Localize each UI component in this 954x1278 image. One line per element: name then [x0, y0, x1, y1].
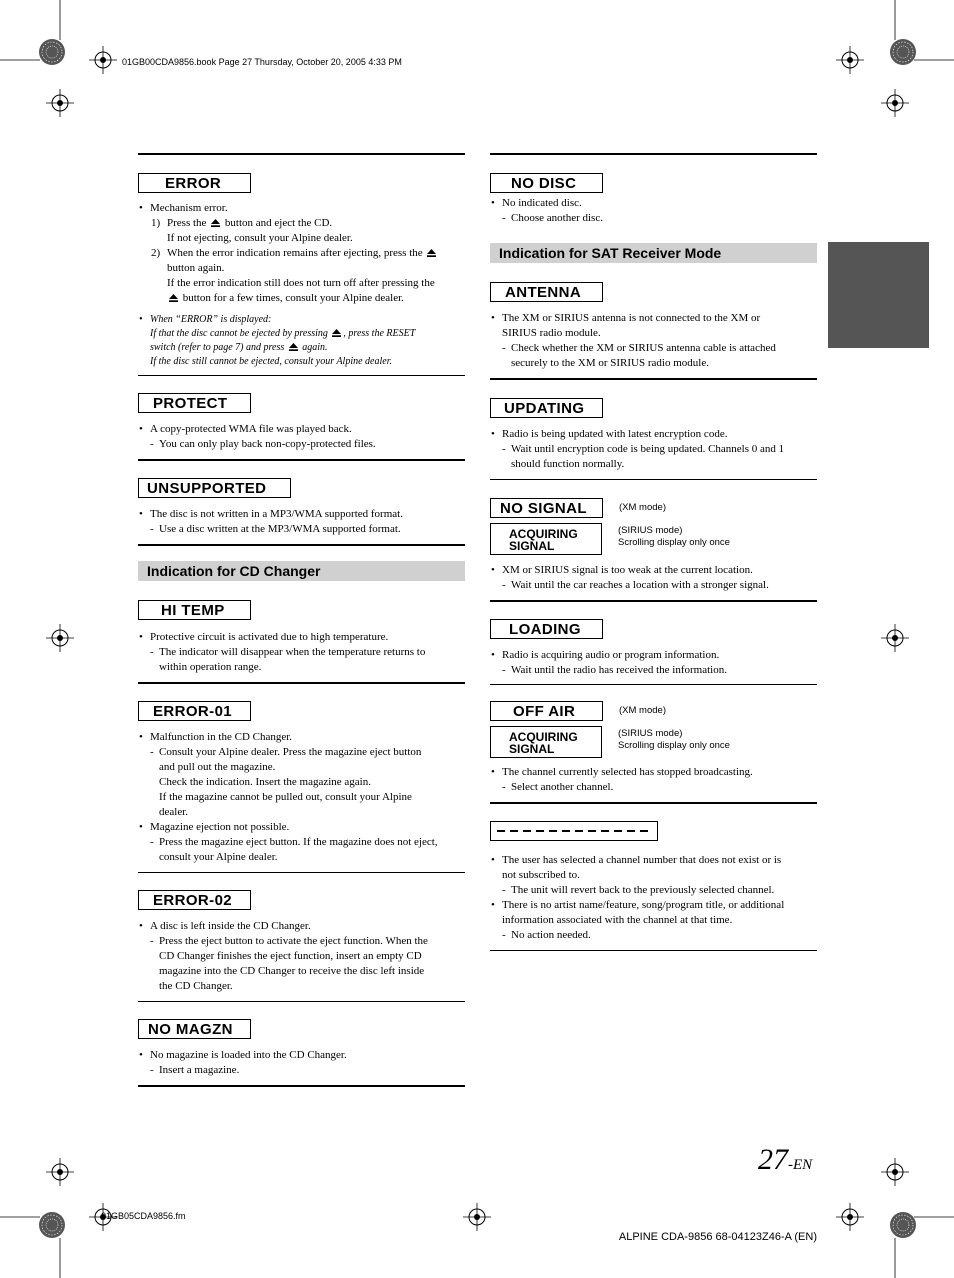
signal-line: SIGNAL: [509, 742, 555, 756]
error02-display-label: ERROR-02: [138, 890, 251, 910]
list-item: dealer.: [159, 806, 189, 818]
list-item: If the error indication still does not turn off after pressing the: [167, 277, 435, 289]
step-number: 2): [151, 247, 161, 259]
loading-section: [490, 619, 817, 678]
dashes-display-label: [490, 821, 658, 841]
acquiring-signal-display-label: [490, 726, 602, 758]
note-text: again.: [302, 342, 328, 353]
nosignal-display-label: NO SIGNAL: [490, 498, 603, 518]
list-item: • No indicated disc.: [490, 196, 817, 211]
list-item: magazine into the CD Changer to receive the disc left inside: [159, 965, 425, 977]
unsupported-section: [138, 478, 465, 537]
unsupported-display-label: UNSUPPORTED: [138, 478, 291, 498]
offair-display-label: OFF AIR: [490, 701, 603, 721]
list-item: If not ejecting, consult your Alpine dealer.: [167, 232, 353, 244]
sirius-mode-label: (SIRIUS mode): [618, 728, 683, 739]
updating-display-label: UPDATING: [490, 398, 603, 418]
acquiring-line: ACQUIRING: [509, 730, 578, 744]
right-column: [490, 153, 817, 951]
hitemp-display-label: HI TEMP: [138, 600, 251, 620]
divider: [138, 459, 465, 461]
hitemp-section: [138, 600, 465, 675]
divider: [490, 600, 817, 602]
list-item: • Radio is acquiring audio or program information.: [490, 648, 817, 663]
list-item: within operation range.: [159, 661, 262, 673]
error01-section: [138, 701, 465, 865]
list-item: - Wait until the car reaches a location with a stronger signal.: [490, 578, 817, 593]
list-item: [138, 216, 465, 231]
page-number: [758, 1143, 812, 1177]
divider: [138, 872, 465, 873]
list-item: - Press the eject button to activate the eject function. When the: [138, 934, 465, 949]
divider: [490, 153, 817, 155]
eject-icon: [289, 343, 298, 351]
sat-receiver-heading: Indication for SAT Receiver Mode: [490, 243, 817, 263]
signal-line: SIGNAL: [509, 539, 555, 553]
page-number-value: 27: [758, 1143, 788, 1176]
step-text: Press the: [167, 217, 207, 229]
file-info-header: 01GB00CDA9856.book Page 27 Thursday, October 20, 2005 4:33 PM: [122, 57, 402, 67]
divider: [138, 682, 465, 684]
list-item: consult your Alpine dealer.: [159, 851, 278, 863]
eject-icon: [169, 294, 178, 302]
divider: [490, 479, 817, 480]
dashes-section: [490, 821, 817, 943]
list-item: and pull out the magazine.: [159, 761, 276, 773]
dashes-display-graphic: [497, 824, 651, 838]
loading-display-label: LOADING: [490, 619, 603, 639]
scrolling-note: Scrolling display only once: [618, 537, 730, 548]
section-tab: [828, 242, 929, 348]
divider: [138, 153, 465, 155]
nomagzn-section: [138, 1019, 465, 1078]
list-item: • Malfunction in the CD Changer.: [138, 730, 465, 745]
divider: [490, 950, 817, 951]
list-item: - Consult your Alpine dealer. Press the magazine eject button: [138, 745, 465, 760]
list-item: [138, 291, 465, 306]
divider: [138, 375, 465, 376]
step-text: button for a few times, consult your Alpine dealer.: [182, 292, 404, 304]
list-item: • There is no artist name/feature, song/program title, or additional: [490, 898, 817, 913]
divider: [490, 378, 817, 380]
list-item: - Wait until encryption code is being updated. Channels 0 and 1: [490, 442, 817, 457]
page-suffix: -EN: [788, 1157, 813, 1173]
file-name-footer: 01GB05CDA9856.fm: [101, 1211, 186, 1221]
updating-section: [490, 398, 817, 472]
list-item: - Press the magazine eject button. If the magazine does not eject,: [138, 835, 465, 850]
note-item: [138, 341, 465, 355]
list-item: • No magazine is loaded into the CD Changer.: [138, 1048, 465, 1063]
note-item: [138, 327, 465, 341]
list-item: • Radio is being updated with latest encryption code.: [490, 427, 817, 442]
list-item: information associated with the channel at that time.: [502, 914, 733, 926]
list-item: - Insert a magazine.: [138, 1063, 465, 1078]
eject-icon: [211, 219, 220, 227]
divider: [490, 684, 817, 685]
error02-section: [138, 890, 465, 994]
left-column: [138, 153, 465, 1087]
note-item: If the disc still cannot be ejected, consult your Alpine dealer.: [150, 356, 392, 367]
error-section: [138, 173, 465, 369]
eject-icon: [427, 249, 436, 257]
divider: [138, 544, 465, 546]
list-item: securely to the XM or SIRIUS radio module.: [511, 357, 709, 369]
list-item: • The disc is not written in a MP3/WMA supported format.: [138, 507, 465, 522]
antenna-display-label: ANTENNA: [490, 282, 603, 302]
sirius-mode-note: [618, 525, 730, 555]
note-text: , press the RESET: [343, 328, 416, 339]
list-item: • The XM or SIRIUS antenna is not connected to the XM or: [490, 311, 817, 326]
protect-section: [138, 393, 465, 452]
nodisc-section: [490, 173, 817, 226]
list-item: - The unit will revert back to the previously selected channel.: [490, 883, 817, 898]
list-item: - Select another channel.: [490, 780, 817, 795]
note-item: • When “ERROR” is displayed:: [138, 313, 465, 327]
scrolling-note: Scrolling display only once: [618, 740, 730, 751]
cd-changer-heading: Indication for CD Changer: [138, 561, 465, 581]
nomagzn-display-label: NO MAGZN: [138, 1019, 251, 1039]
step-text: When the error indication remains after ejecting, press the: [167, 247, 423, 259]
list-item: - No action needed.: [490, 928, 817, 943]
list-item: SIRIUS radio module.: [502, 327, 601, 339]
eject-icon: [332, 329, 341, 337]
list-item: - Check whether the XM or SIRIUS antenna cable is attached: [490, 341, 817, 356]
list-item: the CD Changer.: [159, 980, 233, 992]
note-text: switch (refer to page 7) and press: [150, 342, 285, 353]
error01-display-label: ERROR-01: [138, 701, 251, 721]
list-item: • Protective circuit is activated due to high temperature.: [138, 630, 465, 645]
nosignal-section: [490, 498, 817, 593]
model-footer: ALPINE CDA-9856 68-04123Z46-A (EN): [618, 1231, 817, 1243]
list-item: - You can only play back non-copy-protected files.: [138, 437, 465, 452]
divider: [490, 802, 817, 804]
list-item: • Mechanism error.: [138, 201, 465, 216]
list-item: • The user has selected a channel number that does not exist or is: [490, 853, 817, 868]
list-item: not subscribed to.: [502, 869, 580, 881]
acquiring-line: ACQUIRING: [509, 527, 578, 541]
list-item: - Choose another disc.: [490, 211, 817, 226]
note-text: If that the disc cannot be ejected by pressing: [150, 328, 328, 339]
list-item: CD Changer finishes the eject function, insert an empty CD: [159, 950, 422, 962]
step-number: 1): [151, 217, 161, 229]
list-item: Check the indication. Insert the magazine again.: [159, 776, 371, 788]
xm-mode-note: (XM mode): [619, 705, 666, 716]
list-item: should function normally.: [511, 458, 625, 470]
error-display-label: ERROR: [138, 173, 251, 193]
list-item: - Use a disc written at the MP3/WMA supported format.: [138, 522, 465, 537]
nodisc-display-label: NO DISC: [490, 173, 603, 193]
acquiring-signal-display-label: [490, 523, 602, 555]
list-item: - Wait until the radio has received the information.: [490, 663, 817, 678]
offair-section: [490, 701, 817, 795]
list-item: button again.: [167, 262, 225, 274]
sirius-mode-label: (SIRIUS mode): [618, 525, 683, 536]
divider: [138, 1001, 465, 1002]
antenna-section: [490, 282, 817, 371]
divider: [138, 1085, 465, 1087]
list-item: If the magazine cannot be pulled out, consult your Alpine: [159, 791, 412, 803]
list-item: • The channel currently selected has stopped broadcasting.: [490, 765, 817, 780]
list-item: [138, 246, 465, 261]
xm-mode-note: (XM mode): [619, 502, 666, 513]
list-item: • XM or SIRIUS signal is too weak at the current location.: [490, 563, 817, 578]
sirius-mode-note: [618, 728, 730, 758]
step-text: button and eject the CD.: [224, 217, 333, 229]
list-item: - The indicator will disappear when the temperature returns to: [138, 645, 465, 660]
list-item: • A copy-protected WMA file was played back.: [138, 422, 465, 437]
protect-display-label: PROTECT: [138, 393, 251, 413]
list-item: • Magazine ejection not possible.: [138, 820, 465, 835]
list-item: • A disc is left inside the CD Changer.: [138, 919, 465, 934]
